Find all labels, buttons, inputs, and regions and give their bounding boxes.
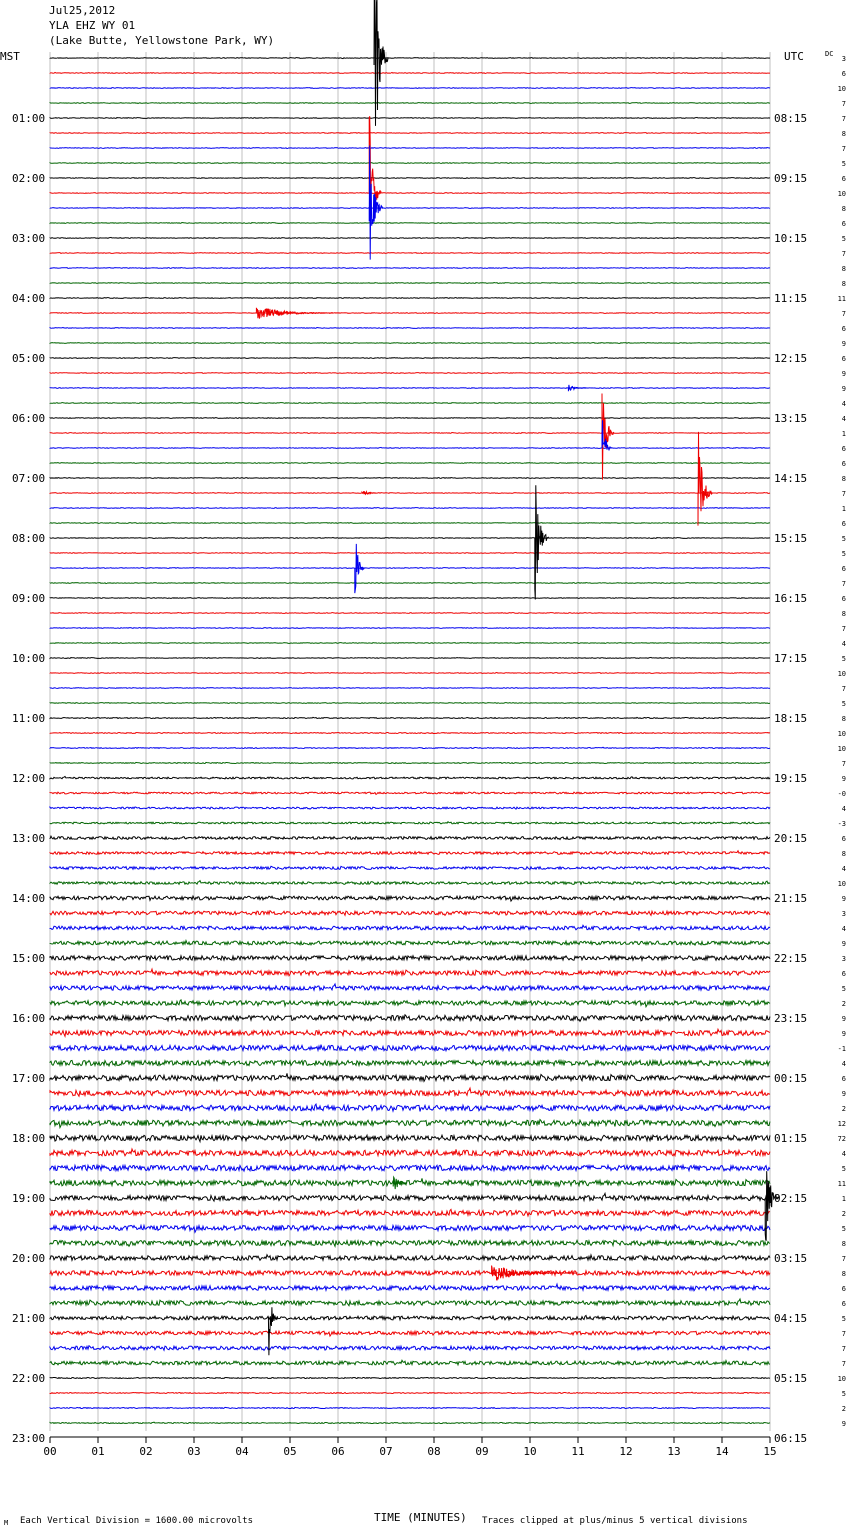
trace-line <box>50 1120 770 1128</box>
trace-line <box>50 1225 770 1233</box>
dc-offset-label: 7 <box>841 490 846 498</box>
trace-line <box>50 598 770 599</box>
dc-offset-label: 5 <box>841 1165 846 1173</box>
trace-line <box>50 1060 770 1065</box>
x-tick-label: 14 <box>715 1445 729 1458</box>
trace-line <box>50 523 770 524</box>
dc-offset-label: 3 <box>841 955 846 963</box>
utc-hour-label: 11:15 <box>774 292 808 305</box>
utc-title: UTC <box>784 50 804 63</box>
mst-hour-label: 01:00 <box>12 112 46 125</box>
dc-offset-label: 6 <box>841 355 846 363</box>
dc-offset-label: 10 <box>837 730 846 738</box>
x-tick-label: 02 <box>139 1445 153 1458</box>
trace-line <box>50 373 770 374</box>
mst-hour-label: 23:00 <box>12 1432 46 1445</box>
dc-offset-label: 8 <box>841 280 846 288</box>
dc-offset-label: 8 <box>841 610 846 618</box>
trace-line <box>50 1193 770 1201</box>
trace-line <box>50 1392 770 1393</box>
x-tick-label: 15 <box>763 1445 777 1458</box>
dc-offset-label: 5 <box>841 235 846 243</box>
mst-hour-label: 21:00 <box>12 1312 46 1325</box>
trace-line <box>50 1178 770 1186</box>
trace-line <box>50 673 770 674</box>
trace-line <box>50 1165 770 1171</box>
dc-offset-label: 6 <box>841 1285 846 1293</box>
dc-offset-label: 4 <box>841 925 846 933</box>
trace-line <box>50 237 770 238</box>
utc-hour-label: 20:15 <box>774 832 808 845</box>
dc-offset-label: 6 <box>841 445 846 453</box>
trace-line <box>50 911 770 916</box>
dc-offset-label: 5 <box>841 1390 846 1398</box>
dc-offset-label: 6 <box>841 835 846 843</box>
trace-line <box>50 193 770 194</box>
utc-hour-label: 02:15 <box>774 1192 808 1205</box>
dc-offset-label: 6 <box>841 970 846 978</box>
trace-line <box>50 268 770 269</box>
dc-offset-label: 4 <box>841 400 846 408</box>
corner-mark: M <box>4 1519 9 1527</box>
utc-hour-label: 00:15 <box>774 1072 808 1085</box>
dc-offset-label: 7 <box>841 1255 846 1263</box>
trace-line <box>50 1209 770 1216</box>
dc-offset-label: 2 <box>841 1105 846 1113</box>
trace-line <box>50 836 770 839</box>
trace-line <box>50 1271 770 1276</box>
trace-line <box>50 403 770 404</box>
dc-offset-label: 6 <box>841 175 846 183</box>
mst-hour-label: 16:00 <box>12 1012 46 1025</box>
record-date: Jul25,2012 <box>49 4 116 17</box>
dc-offset-label: 8 <box>841 715 846 723</box>
trace-line <box>50 387 770 388</box>
dc-offset-label: 8 <box>841 1270 846 1278</box>
dc-offset-label: 10 <box>837 745 846 753</box>
trace-line <box>50 508 770 509</box>
trace-line <box>50 747 770 748</box>
trace-line <box>50 342 770 343</box>
trace-line <box>50 253 770 254</box>
dc-offset-label: 9 <box>841 775 846 783</box>
dc-offset-label: 7 <box>841 310 846 318</box>
trace-line <box>50 1422 770 1423</box>
trace-line <box>50 969 770 976</box>
utc-hour-label: 13:15 <box>774 412 808 425</box>
utc-hour-label: 21:15 <box>774 892 808 905</box>
dc-offset-label: 4 <box>841 1060 846 1068</box>
x-tick-label: 12 <box>619 1445 633 1458</box>
trace-line <box>50 1378 770 1379</box>
dc-offset-label: 6 <box>841 520 846 528</box>
dc-offset-label: 9 <box>841 385 846 393</box>
trace-line <box>50 1149 770 1156</box>
dc-offset-label: 4 <box>841 640 846 648</box>
dc-offset-label: 6 <box>841 1300 846 1308</box>
dc-offset-label: 6 <box>841 70 846 78</box>
trace-line <box>50 1284 770 1291</box>
dc-offset-label: 7 <box>841 685 846 693</box>
dc-offset-label: 10 <box>837 670 846 678</box>
utc-hour-label: 10:15 <box>774 232 808 245</box>
dc-offset-label: 3 <box>841 55 846 63</box>
dc-offset-label: 9 <box>841 895 846 903</box>
x-tick-label: 10 <box>523 1445 537 1458</box>
trace-line <box>50 1104 770 1111</box>
dc-offset-label: 2 <box>841 1405 846 1413</box>
trace-line <box>50 1255 770 1261</box>
trace-line <box>50 88 770 89</box>
dc-offset-label: 8 <box>841 205 846 213</box>
trace-line <box>50 552 770 553</box>
x-tick-label: 01 <box>91 1445 105 1458</box>
utc-hour-label: 19:15 <box>774 772 808 785</box>
mst-hour-label: 08:00 <box>12 532 46 545</box>
trace-line <box>50 925 770 929</box>
trace-line <box>50 163 770 164</box>
utc-hour-label: 06:15 <box>774 1432 808 1445</box>
dc-offset-label: 6 <box>841 460 846 468</box>
dc-offset-label: 6 <box>841 1075 846 1083</box>
dc-offset-label: 6 <box>841 325 846 333</box>
dc-offset-label: -0 <box>837 790 846 798</box>
trace-line <box>50 866 770 869</box>
trace-line <box>50 447 770 448</box>
mst-hour-label: 09:00 <box>12 592 46 605</box>
trace-line <box>50 941 770 945</box>
dc-offset-label: 4 <box>841 865 846 873</box>
utc-hour-label: 14:15 <box>774 472 808 485</box>
dc-offset-label: 10 <box>837 85 846 93</box>
dc-offset-label: 7 <box>841 1360 846 1368</box>
dc-offset-label: 6 <box>841 595 846 603</box>
event-spike <box>765 1171 779 1241</box>
trace-line <box>50 177 770 178</box>
dc-offset-label: 11 <box>837 1180 846 1188</box>
trace-line <box>50 298 770 299</box>
trace-line <box>50 881 770 885</box>
trace-line <box>50 612 770 613</box>
dc-offset-label: 5 <box>841 700 846 708</box>
utc-hour-label: 08:15 <box>774 112 808 125</box>
trace-line <box>50 223 770 224</box>
mst-hour-label: 20:00 <box>12 1252 46 1265</box>
trace-line <box>50 657 770 658</box>
dc-offset-label: 7 <box>841 1330 846 1338</box>
dc-offset-label: 3 <box>841 910 846 918</box>
trace-line <box>50 1029 770 1036</box>
utc-hour-label: 16:15 <box>774 592 808 605</box>
mst-hour-label: 11:00 <box>12 712 46 725</box>
dc-offset-label: 10 <box>837 880 846 888</box>
x-tick-label: 00 <box>43 1445 57 1458</box>
dc-offset-label: 1 <box>841 430 846 438</box>
dc-offset-label: 2 <box>841 1210 846 1218</box>
dc-offset-label: -1 <box>837 1045 846 1053</box>
dc-offset-label: 7 <box>841 625 846 633</box>
x-axis-label: TIME (MINUTES) <box>374 1511 467 1524</box>
trace-line <box>50 207 770 208</box>
dc-offset-label: 5 <box>841 655 846 663</box>
dc-offset-label: 8 <box>841 265 846 273</box>
trace-line <box>50 1240 770 1246</box>
trace-line <box>50 478 770 479</box>
trace-line <box>50 1088 770 1096</box>
dc-offset-label: 5 <box>841 985 846 993</box>
dc-offset-label: 9 <box>841 1015 846 1023</box>
dc-offset-label: 7 <box>841 250 846 258</box>
dc-offset-label: 7 <box>841 145 846 153</box>
dc-offset-label: 9 <box>841 340 846 348</box>
event-spike <box>698 432 712 526</box>
trace-line <box>50 282 770 283</box>
event-spike <box>492 1266 578 1280</box>
dc-offset-label: 1 <box>841 505 846 513</box>
utc-hour-label: 18:15 <box>774 712 808 725</box>
trace-line <box>50 568 770 569</box>
mst-hour-label: 14:00 <box>12 892 46 905</box>
dc-offset-label: 6 <box>841 220 846 228</box>
x-tick-label: 07 <box>379 1445 393 1458</box>
mst-hour-label: 22:00 <box>12 1372 46 1385</box>
dc-offset-label: 4 <box>841 805 846 813</box>
trace-line <box>50 1073 770 1081</box>
trace-line <box>50 984 770 990</box>
dc-offset-label: 5 <box>841 550 846 558</box>
trace-line <box>50 896 770 901</box>
trace-line <box>50 956 770 961</box>
dc-offset-label: 1 <box>841 1195 846 1203</box>
dc-offset-label: 2 <box>841 1000 846 1008</box>
dc-offset-label: 6 <box>841 565 846 573</box>
dc-offset-label: 7 <box>841 760 846 768</box>
utc-hour-label: 22:15 <box>774 952 808 965</box>
mst-hour-label: 18:00 <box>12 1132 46 1145</box>
minute-gridlines <box>50 52 770 1431</box>
dc-offset-label: 4 <box>841 1150 846 1158</box>
trace-line <box>50 762 770 763</box>
x-tick-label: 05 <box>283 1445 297 1458</box>
dc-offset-label: 9 <box>841 1420 846 1428</box>
trace-line <box>50 642 770 643</box>
mst-hour-label: 07:00 <box>12 472 46 485</box>
utc-hour-label: 09:15 <box>774 172 808 185</box>
mst-hour-label: 03:00 <box>12 232 46 245</box>
trace-line <box>50 822 770 824</box>
dc-offset-label: 10 <box>837 190 846 198</box>
trace-line <box>50 1299 770 1306</box>
trace-line <box>50 1015 770 1022</box>
trace-line <box>50 1407 770 1408</box>
trace-line <box>50 537 770 538</box>
clip-note: Traces clipped at plus/minus 5 vertical divisions <box>482 1516 748 1526</box>
utc-hour-label: 17:15 <box>774 652 808 665</box>
mst-title: MST <box>0 50 20 63</box>
trace-line <box>50 1315 770 1320</box>
trace-line <box>50 1346 770 1351</box>
trace-line <box>50 733 770 734</box>
trace-lines <box>50 58 770 1424</box>
x-tick-label: 03 <box>187 1445 201 1458</box>
mst-hour-label: 19:00 <box>12 1192 46 1205</box>
utc-hour-label: 15:15 <box>774 532 808 545</box>
trace-line <box>50 313 770 314</box>
utc-hour-label: 04:15 <box>774 1312 808 1325</box>
dc-offset-label: 5 <box>841 1225 846 1233</box>
event-spike <box>362 491 376 494</box>
trace-line <box>50 133 770 134</box>
event-spike <box>393 1177 407 1189</box>
dc-offset-label: 8 <box>841 1240 846 1248</box>
trace-line <box>50 492 770 493</box>
mst-hour-label: 13:00 <box>12 832 46 845</box>
utc-hour-label: 05:15 <box>774 1372 808 1385</box>
dc-offset-label: 5 <box>841 160 846 168</box>
trace-line <box>50 1360 770 1364</box>
event-spike <box>535 485 549 599</box>
utc-hour-label: 12:15 <box>774 352 808 365</box>
event-spike <box>602 394 614 480</box>
dc-offset-label: 4 <box>841 415 846 423</box>
dc-offset-label: 7 <box>841 115 846 123</box>
trace-line <box>50 703 770 704</box>
dc-offset-label: 9 <box>841 1030 846 1038</box>
trace-line <box>50 776 770 779</box>
mst-hour-label: 10:00 <box>12 652 46 665</box>
utc-hour-label: 01:15 <box>774 1132 808 1145</box>
trace-line <box>50 418 770 419</box>
mst-hour-label: 06:00 <box>12 412 46 425</box>
dc-offset-label: 9 <box>841 940 846 948</box>
trace-line <box>50 117 770 118</box>
x-tick-label: 06 <box>331 1445 345 1458</box>
mst-hour-label: 02:00 <box>12 172 46 185</box>
dc-offset-label: 8 <box>841 475 846 483</box>
x-tick-label: 08 <box>427 1445 441 1458</box>
trace-line <box>50 1331 770 1336</box>
trace-line <box>50 72 770 73</box>
trace-line <box>50 717 770 718</box>
trace-line <box>50 327 770 328</box>
mst-hour-label: 04:00 <box>12 292 46 305</box>
trace-line <box>50 463 770 464</box>
x-tick-label: 04 <box>235 1445 249 1458</box>
dc-offset-label: 7 <box>841 1345 846 1353</box>
dc-offset-label: 10 <box>837 1375 846 1383</box>
x-tick-label: 13 <box>667 1445 681 1458</box>
division-note: Each Vertical Division = 1600.00 microvolts <box>20 1516 253 1526</box>
trace-line <box>50 103 770 104</box>
dc-offset-label: 7 <box>841 580 846 588</box>
dc-offset-label: 8 <box>841 130 846 138</box>
trace-line <box>50 583 770 584</box>
trace-line <box>50 148 770 149</box>
dc-title: DC <box>825 50 834 58</box>
dc-offset-label: 9 <box>841 370 846 378</box>
trace-line <box>50 807 770 809</box>
mst-hour-label: 15:00 <box>12 952 46 965</box>
mst-hour-label: 05:00 <box>12 352 46 365</box>
mst-hour-label: 17:00 <box>12 1072 46 1085</box>
dc-offset-label: 5 <box>841 1315 846 1323</box>
trace-line <box>50 628 770 629</box>
x-tick-label: 09 <box>475 1445 489 1458</box>
station-code: YLA EHZ WY 01 <box>49 19 136 32</box>
trace-line <box>50 1135 770 1141</box>
dc-offset-label: 9 <box>841 1090 846 1098</box>
trace-line <box>50 851 770 855</box>
trace-line <box>50 792 770 794</box>
station-location: (Lake Butte, Yellowstone Park, WY) <box>49 34 275 47</box>
trace-line <box>50 58 770 59</box>
trace-line <box>50 1045 770 1051</box>
dc-offset-label: -3 <box>837 820 846 828</box>
trace-line <box>50 358 770 359</box>
trace-line <box>50 688 770 689</box>
dc-offset-label: 7 <box>841 100 846 108</box>
time-axis <box>43 1437 776 1458</box>
dc-offset-label: 5 <box>841 535 846 543</box>
dc-offset-label: 72 <box>837 1135 846 1143</box>
trace-line <box>50 432 770 433</box>
utc-hour-label: 03:15 <box>774 1252 808 1265</box>
dc-offset-label: 12 <box>837 1120 846 1128</box>
trace-line <box>50 1000 770 1007</box>
x-tick-label: 11 <box>571 1445 585 1458</box>
dc-offset-label: 8 <box>841 850 846 858</box>
dc-offset-label: 11 <box>837 295 846 303</box>
mst-hour-label: 12:00 <box>12 772 46 785</box>
hour-labels <box>0 50 846 1445</box>
utc-hour-label: 23:15 <box>774 1012 808 1025</box>
